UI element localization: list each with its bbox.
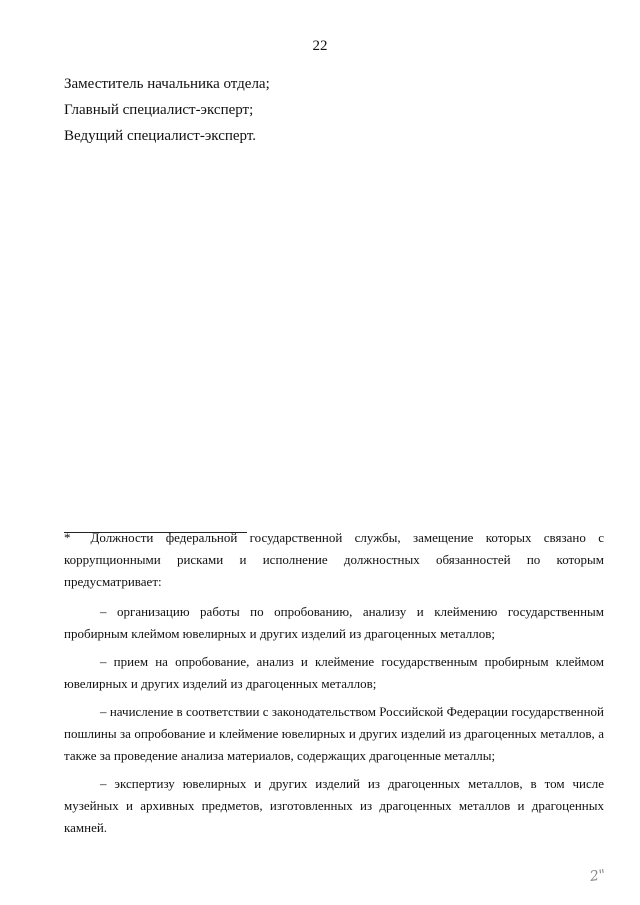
footnote-item: – начисление в соответствии с законодательством Российской Федерации государственной пошлины за опробование и клеймение ювелирных и других изделий из драгоценных металлов, а также за проведение анализа материалов, содержащих драгоценные металлы;: [64, 704, 604, 763]
footnote: [64, 527, 604, 845]
footnote-intro: [64, 527, 604, 593]
position-leading-specialist: Ведущий специалист-эксперт.: [64, 128, 257, 144]
position-deputy-head: Заместитель начальника отдела;: [64, 76, 270, 92]
page-number: 22: [312, 38, 328, 54]
footnote-item: – экспертизу ювелирных и других изделий из драгоценных металлов, в том числе музейных и архивных предметов, изготовленных из драгоценных металлов и драгоценных камней.: [64, 776, 604, 835]
position-chief-specialist: Главный специалист-эксперт;: [64, 102, 254, 118]
footnote-marker: *: [64, 530, 71, 545]
handwritten-corner-mark: 2": [588, 867, 607, 885]
positions-list: [64, 71, 564, 149]
footnote-item: – организацию работы по опробованию, анализу и клеймению государственным пробирным клеймом ювелирных и других изделий из драгоценных металлов;: [64, 604, 604, 641]
footnote-intro-text: Должности федеральной государственной службы, замещение которых связано с коррупционными рисками и исполнение должностных обязанностей по которым предусматривает:: [64, 530, 604, 589]
footnote-item: – прием на опробование, анализ и клеймение государственным пробирным клеймом ювелирных и других изделий из драгоценных металлов;: [64, 654, 604, 691]
